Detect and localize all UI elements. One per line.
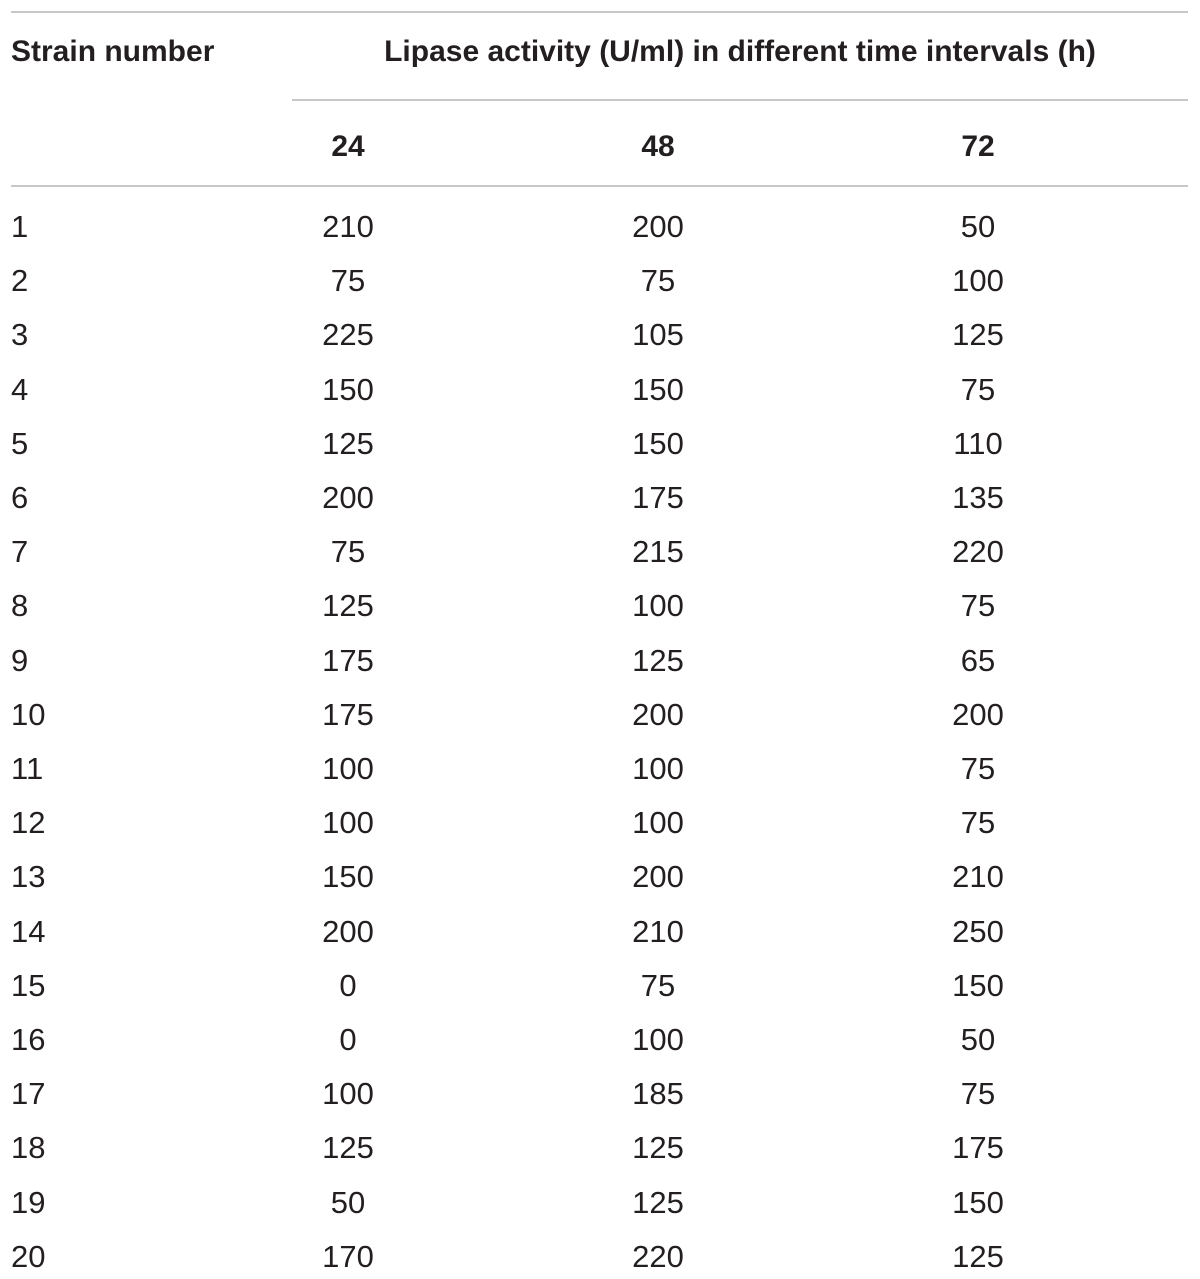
activity-72h-cell: 65 [960,643,996,678]
activity-48h-cell: 210 [632,914,684,949]
activity-72h-cell: 135 [952,480,1004,515]
activity-48h-cell: 100 [632,1022,684,1057]
activity-72h-cell: 75 [960,372,996,407]
activity-72h-cell: 110 [953,426,1003,461]
activity-72h-cell: 150 [952,968,1004,1003]
activity-24h-cell: 100 [322,1076,374,1111]
activity-48h-cell: 100 [632,751,684,786]
activity-24h-cell: 225 [322,317,374,352]
activity-24h-cell: 50 [330,1185,366,1220]
activity-72h-cell: 250 [952,914,1004,949]
strain-number-cell: 17 [11,1076,46,1111]
activity-72h-cell: 75 [960,588,996,623]
activity-48h-cell: 125 [632,1185,684,1220]
strain-number-cell: 6 [11,480,29,515]
activity-72h-cell: 50 [960,209,996,244]
activity-24h-cell: 125 [322,1130,374,1165]
activity-72h-cell: 75 [960,805,996,840]
activity-48h-cell: 150 [632,426,684,461]
activity-24h-cell: 75 [330,263,366,298]
activity-48h-cell: 175 [632,480,684,515]
activity-24h-cell: 0 [339,1022,357,1057]
strain-number-cell: 16 [11,1022,46,1057]
strain-number-cell: 13 [11,859,46,894]
activity-72h-cell: 75 [960,751,996,786]
activity-48h-cell: 185 [632,1076,684,1111]
time-interval-48-header: 48 [641,130,675,163]
activity-48h-cell: 75 [640,968,676,1003]
activity-24h-cell: 170 [322,1239,374,1274]
activity-72h-cell: 175 [952,1130,1004,1165]
strain-number-cell: 9 [11,643,29,678]
activity-48h-cell: 75 [640,263,676,298]
activity-72h-cell: 125 [952,317,1004,352]
time-interval-24-header: 24 [331,130,365,163]
activity-24h-cell: 125 [322,588,374,623]
activity-24h-cell: 125 [322,426,374,461]
activity-48h-cell: 150 [632,372,684,407]
activity-48h-cell: 215 [632,534,684,569]
strain-number-cell: 1 [11,209,29,244]
strain-number-cell: 14 [11,914,46,949]
activity-24h-cell: 150 [322,859,374,894]
activity-24h-cell: 75 [330,534,366,569]
activity-72h-cell: 200 [952,697,1004,732]
strain-number-cell: 8 [11,588,29,623]
activity-72h-cell: 75 [960,1076,996,1111]
activity-24h-cell: 0 [339,968,357,1003]
activity-48h-cell: 220 [632,1239,684,1274]
strain-number-cell: 12 [11,805,46,840]
strain-number-header: Strain number [11,35,215,68]
activity-72h-cell: 100 [952,263,1004,298]
activity-48h-cell: 100 [632,805,684,840]
strain-number-cell: 4 [11,372,29,407]
activity-72h-cell: 50 [960,1022,996,1057]
activity-72h-cell: 150 [952,1185,1004,1220]
activity-48h-cell: 200 [632,209,684,244]
time-interval-72-header: 72 [961,130,995,163]
activity-24h-cell: 100 [322,751,374,786]
activity-48h-cell: 200 [632,697,684,732]
spanner-rule [292,99,1188,101]
activity-24h-cell: 150 [322,372,374,407]
strain-number-cell: 7 [11,534,29,569]
activity-24h-cell: 100 [322,805,374,840]
activity-24h-cell: 210 [322,209,374,244]
strain-number-cell: 2 [11,263,29,298]
activity-24h-cell: 175 [322,643,374,678]
activity-24h-cell: 200 [322,480,374,515]
lipase-activity-header: Lipase activity (U/ml) in different time intervals (h) [384,35,1096,68]
activity-72h-cell: 125 [952,1239,1004,1274]
header-bottom-rule [11,185,1188,187]
strain-number-cell: 10 [11,697,46,732]
strain-number-cell: 15 [11,968,46,1003]
activity-48h-cell: 125 [632,1130,684,1165]
activity-48h-cell: 125 [632,643,684,678]
activity-72h-cell: 210 [952,859,1004,894]
activity-48h-cell: 200 [632,859,684,894]
table-top-rule [11,11,1188,13]
activity-48h-cell: 100 [632,588,684,623]
activity-48h-cell: 105 [632,317,684,352]
activity-24h-cell: 200 [322,914,374,949]
strain-number-cell: 19 [11,1185,46,1220]
strain-number-cell: 18 [11,1130,46,1165]
activity-24h-cell: 175 [322,697,374,732]
strain-number-cell: 20 [11,1239,46,1274]
strain-number-cell: 11 [11,751,44,786]
strain-number-cell: 3 [11,317,29,352]
activity-72h-cell: 220 [952,534,1004,569]
strain-number-cell: 5 [11,426,29,461]
